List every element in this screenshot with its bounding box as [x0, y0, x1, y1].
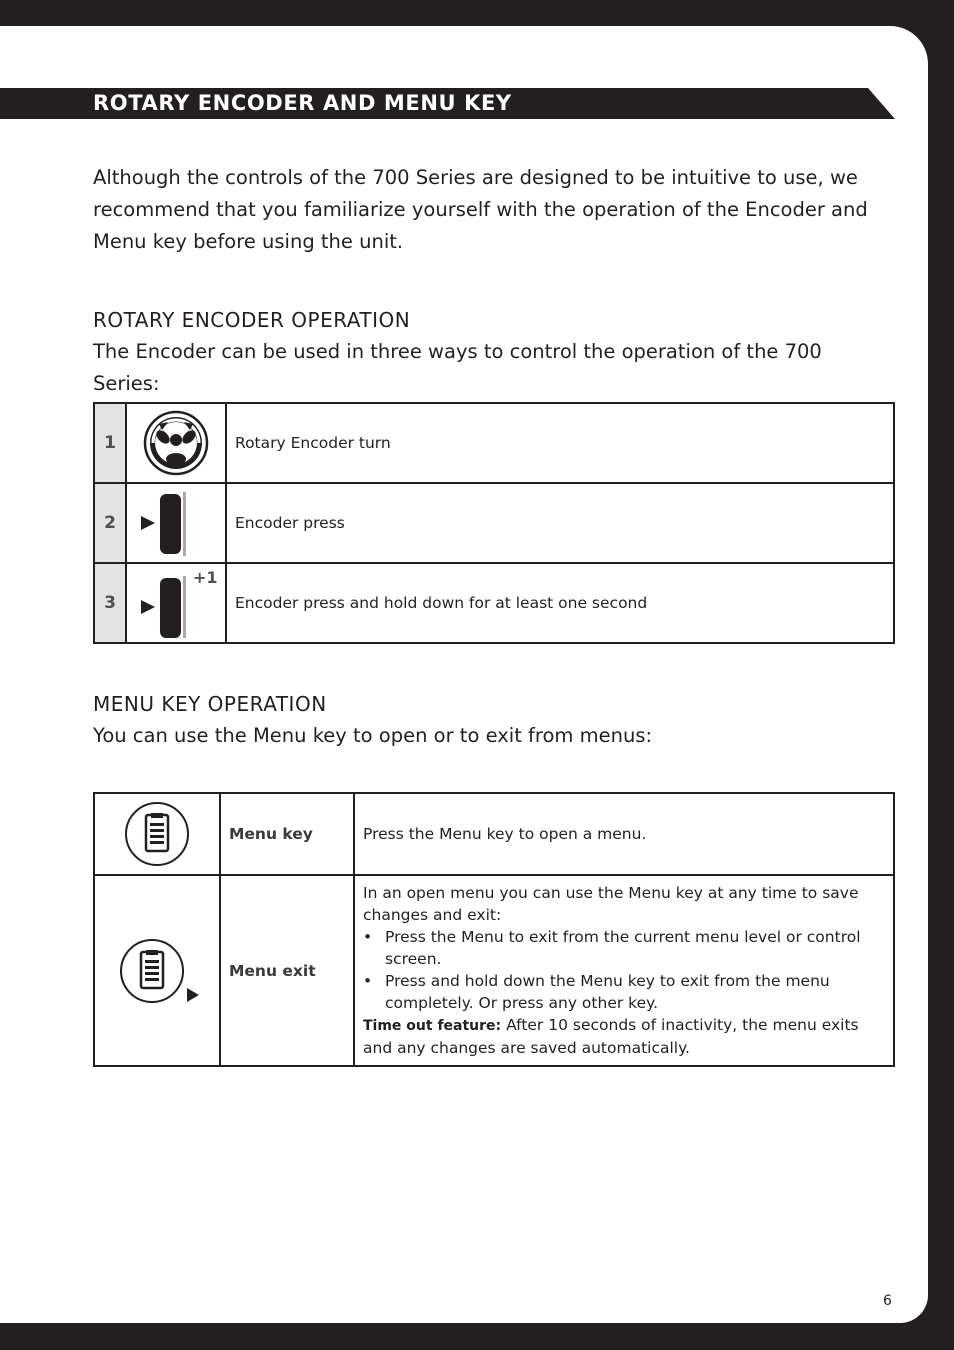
menu-exit-icon: [107, 936, 207, 1006]
menu-key-icon: [124, 801, 190, 867]
encoder-section-heading: ROTARY ENCODER OPERATION: [93, 308, 411, 332]
encoder-section-text: The Encoder can be used in three ways to control the operation of the 700 Series:: [93, 340, 822, 395]
table-row: [94, 483, 894, 563]
icon-cell: [126, 563, 226, 643]
table-row: [94, 403, 894, 483]
encoder-operations-table: [93, 402, 895, 644]
row-description: [354, 875, 894, 1066]
row-description: Encoder press: [226, 483, 894, 563]
list-item-text: Press the Menu to exit from the current menu level or control screen.: [385, 928, 861, 968]
timeout-label: Time out feature:: [363, 1018, 502, 1034]
timeout-text: After 10 seconds of inactivity, the menu exits and any changes are saved automatically.: [363, 1016, 859, 1057]
hold-duration-badge: +1: [193, 568, 218, 587]
bullet-glyph: •: [363, 972, 373, 990]
menu-key-table: [93, 792, 895, 1067]
menu-exit-bullets: [363, 926, 885, 1014]
menu-exit-intro: In an open menu you can use the Menu key at any time to save changes and exit:: [363, 884, 859, 924]
page-title: ROTARY ENCODER AND MENU KEY: [93, 91, 512, 115]
bullet-glyph: •: [363, 928, 373, 946]
encoder-press-icon: [127, 488, 225, 558]
row-label: Menu exit: [220, 875, 354, 1066]
section-banner: [0, 88, 895, 119]
icon-cell: [94, 793, 220, 875]
row-label: Menu key: [220, 793, 354, 875]
icon-cell: [126, 483, 226, 563]
rotary-encoder-turn-icon: [143, 410, 209, 476]
row-description: Press the Menu key to open a menu.: [354, 793, 894, 875]
menu-section-heading: MENU KEY OPERATION: [93, 692, 327, 716]
row-number: 1: [94, 403, 126, 483]
row-description: Encoder press and hold down for at least one second: [226, 563, 894, 643]
list-item-text: Press and hold down the Menu key to exit from the menu completely. Or press any other key.: [385, 972, 830, 1012]
row-number: 3: [94, 563, 126, 643]
row-description: Rotary Encoder turn: [226, 403, 894, 483]
table-row: [94, 563, 894, 643]
list-item: [363, 970, 885, 1014]
intro-paragraph: Although the controls of the 700 Series are designed to be intuitive to use, we recommend that you familiarize yourself with the operation of the Encoder and Menu key before using the unit.: [93, 166, 868, 253]
list-item: [363, 926, 885, 970]
table-row: [94, 875, 894, 1066]
table-row: [94, 793, 894, 875]
icon-cell: [94, 875, 220, 1066]
timeout-note: [363, 1014, 885, 1059]
menu-section-text: You can use the Menu key to open or to exit from menus:: [93, 724, 653, 747]
row-number: 2: [94, 483, 126, 563]
page-number: 6: [883, 1293, 892, 1309]
icon-cell: [126, 403, 226, 483]
